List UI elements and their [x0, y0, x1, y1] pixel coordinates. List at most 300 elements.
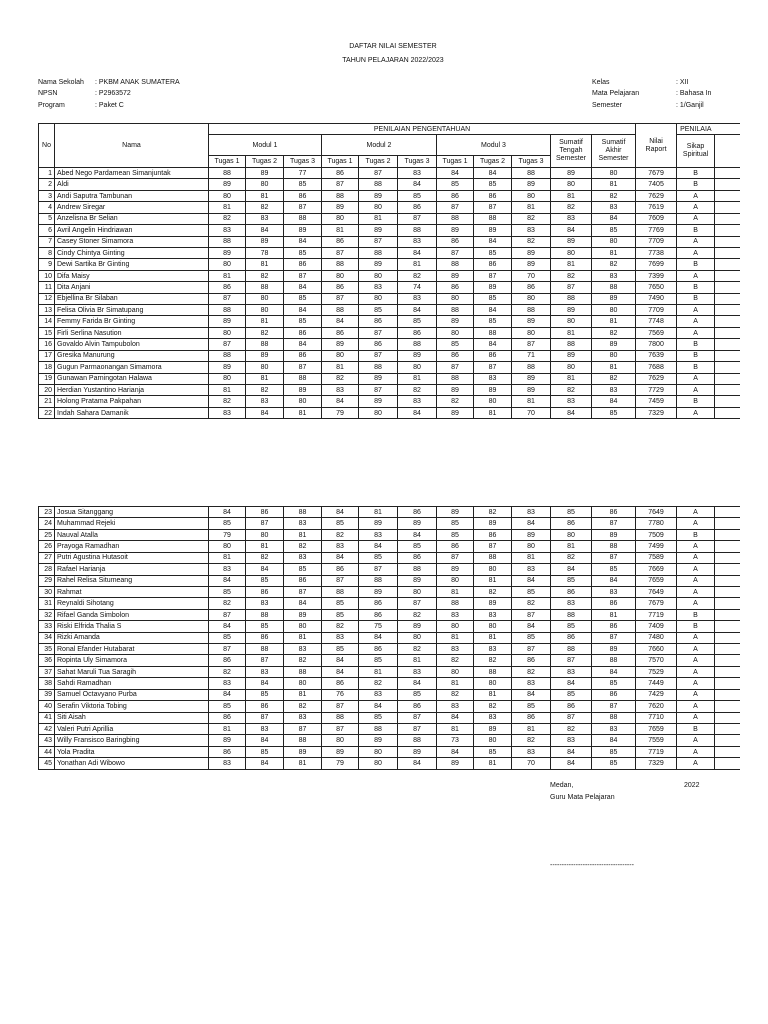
score-modul-3-tugas-2: 80	[474, 396, 512, 407]
score-modul-2-tugas-3: 82	[398, 609, 437, 620]
score-modul-3-tugas-1: 84	[437, 712, 474, 723]
student-name: Andi Saputra Tambunan	[55, 190, 209, 201]
row-number: 10	[39, 270, 55, 281]
student-name: Abed Nego Pardamean Simanjuntak	[55, 168, 209, 179]
row-number: 22	[39, 407, 55, 418]
sikap-spiritual: A	[677, 735, 715, 746]
row-number: 31	[39, 598, 55, 609]
score-modul-3-tugas-2: 81	[474, 758, 512, 769]
score-modul-2-tugas-1: 87	[322, 179, 359, 190]
score-modul-2-tugas-1: 87	[322, 701, 359, 712]
student-name: Willy Fransisco Baringbing	[55, 735, 209, 746]
nilai-raport: 7629	[636, 373, 677, 384]
sikap-spiritual: A	[677, 518, 715, 529]
nilai-raport: 7429	[636, 689, 677, 700]
score-modul-3-tugas-2: 88	[474, 327, 512, 338]
score-modul-3-tugas-3: 87	[512, 609, 551, 620]
score-modul-2-tugas-1: 80	[322, 213, 359, 224]
score-modul-1-tugas-3: 89	[284, 225, 322, 236]
table-row	[39, 689, 741, 700]
score-modul-3-tugas-1: 82	[437, 396, 474, 407]
nilai-raport: 7499	[636, 541, 677, 552]
score-modul-3-tugas-1: 89	[437, 564, 474, 575]
sikap-spiritual: A	[677, 758, 715, 769]
score-modul-3-tugas-3: 89	[512, 373, 551, 384]
score-modul-1-tugas-3: 81	[284, 407, 322, 418]
student-name: Ropinta Uly Simamora	[55, 655, 209, 666]
student-name: Aldi	[55, 179, 209, 190]
nilai-raport: 7569	[636, 327, 677, 338]
score-sumatif-tengah-semester: 88	[551, 339, 592, 350]
score-sumatif-akhir-semester: 82	[592, 327, 636, 338]
score-modul-1-tugas-1: 84	[209, 575, 246, 586]
score-modul-3-tugas-1: 89	[437, 316, 474, 327]
student-name: Prayoga Ramadhan	[55, 541, 209, 552]
row-number: 17	[39, 350, 55, 361]
score-modul-2-tugas-3: 82	[398, 644, 437, 655]
cut-off-cell	[715, 712, 741, 723]
row-number: 44	[39, 746, 55, 757]
score-modul-2-tugas-3: 86	[398, 202, 437, 213]
cut-off-cell	[715, 701, 741, 712]
score-modul-3-tugas-1: 88	[437, 373, 474, 384]
score-modul-3-tugas-1: 80	[437, 575, 474, 586]
score-modul-3-tugas-2: 88	[474, 552, 512, 563]
score-modul-2-tugas-3: 86	[398, 507, 437, 518]
score-modul-2-tugas-1: 84	[322, 316, 359, 327]
score-modul-1-tugas-2: 84	[246, 678, 284, 689]
nilai-raport: 7710	[636, 712, 677, 723]
table-row	[39, 385, 741, 396]
sikap-spiritual: A	[677, 407, 715, 418]
score-modul-2-tugas-2: 80	[359, 758, 398, 769]
row-number: 27	[39, 552, 55, 563]
student-name: Nauval Atalla	[55, 529, 209, 540]
sikap-spiritual: A	[677, 655, 715, 666]
table-row	[39, 541, 741, 552]
sikap-spiritual: A	[677, 213, 715, 224]
score-modul-2-tugas-1: 84	[322, 552, 359, 563]
cut-off-cell	[715, 758, 741, 769]
score-modul-2-tugas-1: 84	[322, 655, 359, 666]
table-row	[39, 179, 741, 190]
score-modul-2-tugas-3: 81	[398, 655, 437, 666]
row-number: 7	[39, 236, 55, 247]
nilai-raport: 7459	[636, 396, 677, 407]
score-modul-2-tugas-1: 79	[322, 758, 359, 769]
score-sumatif-akhir-semester: 82	[592, 259, 636, 270]
score-modul-1-tugas-1: 82	[209, 666, 246, 677]
score-modul-1-tugas-1: 85	[209, 701, 246, 712]
score-sumatif-akhir-semester: 85	[592, 564, 636, 575]
sikap-spiritual: B	[677, 609, 715, 620]
score-modul-3-tugas-2: 83	[474, 609, 512, 620]
score-modul-3-tugas-3: 81	[512, 202, 551, 213]
cut-off-cell	[715, 735, 741, 746]
score-modul-3-tugas-3: 81	[512, 552, 551, 563]
nilai-raport: 7329	[636, 758, 677, 769]
row-number: 33	[39, 621, 55, 632]
table-row	[39, 202, 741, 213]
student-name: Femmy Farida Br Ginting	[55, 316, 209, 327]
sikap-spiritual: A	[677, 746, 715, 757]
table-row	[39, 396, 741, 407]
cut-off-cell	[715, 678, 741, 689]
score-modul-3-tugas-1: 86	[437, 541, 474, 552]
score-modul-3-tugas-3: 70	[512, 270, 551, 281]
sikap-spiritual: A	[677, 373, 715, 384]
score-modul-3-tugas-2: 82	[474, 586, 512, 597]
sikap-spiritual: A	[677, 305, 715, 316]
score-modul-1-tugas-2: 80	[246, 529, 284, 540]
header-modul-1-tugas-2: Tugas 2	[246, 156, 284, 168]
score-modul-1-tugas-2: 86	[246, 586, 284, 597]
nilai-raport: 7329	[636, 407, 677, 418]
score-modul-2-tugas-2: 81	[359, 666, 398, 677]
signature-line: ------------------------------------	[550, 862, 634, 869]
header-cut-off-column	[715, 135, 740, 168]
score-modul-2-tugas-2: 87	[359, 168, 398, 179]
score-modul-1-tugas-2: 89	[246, 168, 284, 179]
table-row	[39, 305, 741, 316]
score-modul-2-tugas-1: 84	[322, 396, 359, 407]
info-label-program: Program	[38, 102, 65, 109]
info-value-kelas: : XII	[676, 79, 689, 86]
header-modul-3-tugas-2: Tugas 2	[474, 156, 512, 168]
score-modul-1-tugas-2: 82	[246, 552, 284, 563]
score-modul-3-tugas-2: 87	[474, 362, 512, 373]
row-number: 21	[39, 396, 55, 407]
score-modul-2-tugas-3: 89	[398, 575, 437, 586]
nilai-raport: 7639	[636, 350, 677, 361]
nilai-raport: 7609	[636, 213, 677, 224]
row-number: 42	[39, 724, 55, 735]
nilai-raport: 7570	[636, 655, 677, 666]
sikap-spiritual: B	[677, 225, 715, 236]
score-modul-2-tugas-3: 80	[398, 362, 437, 373]
score-modul-3-tugas-2: 89	[474, 518, 512, 529]
table-row	[39, 293, 741, 304]
sikap-spiritual: A	[677, 598, 715, 609]
score-modul-1-tugas-3: 84	[284, 339, 322, 350]
score-modul-2-tugas-1: 88	[322, 712, 359, 723]
score-modul-1-tugas-1: 88	[209, 168, 246, 179]
score-sumatif-tengah-semester: 83	[551, 666, 592, 677]
score-modul-3-tugas-1: 83	[437, 644, 474, 655]
score-modul-3-tugas-1: 85	[437, 339, 474, 350]
score-modul-1-tugas-2: 89	[246, 350, 284, 361]
score-modul-1-tugas-3: 85	[284, 564, 322, 575]
score-sumatif-akhir-semester: 85	[592, 225, 636, 236]
score-modul-1-tugas-2: 86	[246, 701, 284, 712]
score-modul-3-tugas-3: 82	[512, 666, 551, 677]
score-modul-1-tugas-3: 80	[284, 396, 322, 407]
score-modul-1-tugas-3: 88	[284, 507, 322, 518]
score-modul-1-tugas-2: 88	[246, 282, 284, 293]
score-modul-3-tugas-2: 83	[474, 644, 512, 655]
cut-off-cell	[715, 655, 741, 666]
row-number: 15	[39, 327, 55, 338]
score-modul-1-tugas-3: 80	[284, 678, 322, 689]
table-row	[39, 327, 741, 338]
score-sumatif-akhir-semester: 81	[592, 362, 636, 373]
score-modul-2-tugas-2: 89	[359, 586, 398, 597]
cut-off-cell	[715, 270, 740, 281]
score-sumatif-akhir-semester: 88	[592, 282, 636, 293]
score-modul-3-tugas-3: 84	[512, 621, 551, 632]
student-name: Ronal Efander Hutabarat	[55, 644, 209, 655]
document-title: DAFTAR NILAI SEMESTER	[349, 43, 437, 50]
score-modul-2-tugas-3: 84	[398, 407, 437, 418]
sikap-spiritual: B	[677, 282, 715, 293]
score-modul-3-tugas-1: 80	[437, 666, 474, 677]
score-modul-1-tugas-3: 86	[284, 327, 322, 338]
nilai-raport: 7650	[636, 282, 677, 293]
table-body-part-1	[39, 168, 741, 419]
student-name: Andrew Siregar	[55, 202, 209, 213]
score-modul-2-tugas-2: 80	[359, 746, 398, 757]
header-nilai-raport: Nilai Raport	[636, 124, 677, 168]
nilai-raport: 7688	[636, 362, 677, 373]
table-row	[39, 362, 741, 373]
score-modul-2-tugas-2: 88	[359, 724, 398, 735]
row-number: 34	[39, 632, 55, 643]
table-row	[39, 339, 741, 350]
cut-off-cell	[715, 362, 740, 373]
header-sumatif-tengah-semester: Sumatif Tengah Semester	[551, 135, 592, 168]
score-modul-3-tugas-1: 85	[437, 518, 474, 529]
score-modul-2-tugas-2: 80	[359, 407, 398, 418]
score-modul-1-tugas-1: 87	[209, 609, 246, 620]
score-modul-1-tugas-1: 89	[209, 247, 246, 258]
nilai-raport: 7669	[636, 564, 677, 575]
score-modul-2-tugas-3: 84	[398, 179, 437, 190]
score-sumatif-tengah-semester: 80	[551, 316, 592, 327]
student-name: Josua Sitanggang	[55, 507, 209, 518]
score-modul-2-tugas-1: 84	[322, 507, 359, 518]
score-modul-3-tugas-3: 81	[512, 396, 551, 407]
score-sumatif-tengah-semester: 80	[551, 362, 592, 373]
student-name: Riski Elfrida Thalia S	[55, 621, 209, 632]
score-sumatif-tengah-semester: 81	[551, 373, 592, 384]
score-modul-2-tugas-2: 87	[359, 236, 398, 247]
table-row	[39, 247, 741, 258]
score-modul-1-tugas-2: 84	[246, 564, 284, 575]
score-modul-2-tugas-2: 84	[359, 632, 398, 643]
cut-off-cell	[715, 644, 741, 655]
sikap-spiritual: A	[677, 270, 715, 281]
score-modul-2-tugas-3: 74	[398, 282, 437, 293]
score-modul-3-tugas-2: 84	[474, 236, 512, 247]
header-sikap-spiritual: Sikap Spiritual	[677, 135, 715, 168]
score-modul-2-tugas-1: 81	[322, 362, 359, 373]
sikap-spiritual: B	[677, 724, 715, 735]
score-modul-2-tugas-3: 88	[398, 735, 437, 746]
score-modul-3-tugas-2: 85	[474, 746, 512, 757]
row-number: 18	[39, 362, 55, 373]
sikap-spiritual: A	[677, 247, 715, 258]
score-sumatif-tengah-semester: 80	[551, 179, 592, 190]
score-modul-2-tugas-3: 85	[398, 316, 437, 327]
row-number: 19	[39, 373, 55, 384]
score-modul-3-tugas-2: 80	[474, 678, 512, 689]
score-modul-1-tugas-2: 88	[246, 339, 284, 350]
score-modul-2-tugas-3: 87	[398, 712, 437, 723]
table-row	[39, 598, 741, 609]
cut-off-cell	[715, 407, 740, 418]
cut-off-cell	[715, 586, 741, 597]
score-modul-1-tugas-1: 88	[209, 236, 246, 247]
row-number: 14	[39, 316, 55, 327]
nilai-raport: 7659	[636, 575, 677, 586]
score-modul-2-tugas-3: 80	[398, 586, 437, 597]
score-modul-2-tugas-3: 83	[398, 396, 437, 407]
sikap-spiritual: A	[677, 689, 715, 700]
score-modul-1-tugas-2: 82	[246, 202, 284, 213]
document-subtitle: TAHUN PELAJARAN 2022/2023	[342, 57, 444, 64]
score-modul-2-tugas-3: 86	[398, 701, 437, 712]
score-modul-3-tugas-2: 81	[474, 575, 512, 586]
row-number: 2	[39, 179, 55, 190]
score-modul-1-tugas-3: 86	[284, 350, 322, 361]
score-modul-2-tugas-3: 88	[398, 339, 437, 350]
score-modul-2-tugas-1: 88	[322, 190, 359, 201]
cut-off-cell	[715, 746, 741, 757]
score-modul-1-tugas-2: 87	[246, 518, 284, 529]
score-modul-1-tugas-1: 85	[209, 632, 246, 643]
score-modul-1-tugas-2: 81	[246, 190, 284, 201]
score-modul-1-tugas-1: 82	[209, 213, 246, 224]
nilai-raport: 7709	[636, 305, 677, 316]
student-name: Gresika Manurung	[55, 350, 209, 361]
table-row	[39, 712, 741, 723]
cut-off-cell	[715, 632, 741, 643]
sikap-spiritual: B	[677, 168, 715, 179]
score-modul-2-tugas-3: 89	[398, 746, 437, 757]
student-name: Yonathan Adi Wibowo	[55, 758, 209, 769]
cut-off-cell	[715, 598, 741, 609]
score-modul-1-tugas-1: 89	[209, 316, 246, 327]
score-modul-1-tugas-2: 83	[246, 724, 284, 735]
score-modul-2-tugas-2: 89	[359, 518, 398, 529]
score-sumatif-tengah-semester: 87	[551, 282, 592, 293]
score-sumatif-akhir-semester: 84	[592, 213, 636, 224]
score-modul-2-tugas-2: 81	[359, 507, 398, 518]
score-modul-3-tugas-3: 83	[512, 564, 551, 575]
score-modul-1-tugas-1: 89	[209, 362, 246, 373]
score-modul-2-tugas-2: 82	[359, 678, 398, 689]
header-modul-3-tugas-3: Tugas 3	[512, 156, 551, 168]
score-modul-2-tugas-3: 80	[398, 632, 437, 643]
header-modul-2-tugas-2: Tugas 2	[359, 156, 398, 168]
score-modul-1-tugas-2: 83	[246, 396, 284, 407]
student-name: Yola Pradita	[55, 746, 209, 757]
row-number: 9	[39, 259, 55, 270]
cut-off-cell	[715, 339, 740, 350]
student-name: Rifael Ganda Simbolon	[55, 609, 209, 620]
score-modul-3-tugas-2: 88	[474, 213, 512, 224]
score-modul-3-tugas-2: 86	[474, 259, 512, 270]
row-number: 25	[39, 529, 55, 540]
sikap-spiritual: A	[677, 541, 715, 552]
score-modul-1-tugas-3: 85	[284, 293, 322, 304]
info-value-program: : Paket C	[95, 102, 124, 109]
score-sumatif-akhir-semester: 84	[592, 666, 636, 677]
student-name: Dewi Sartika Br Ginting	[55, 259, 209, 270]
score-modul-1-tugas-1: 83	[209, 758, 246, 769]
score-modul-3-tugas-1: 84	[437, 168, 474, 179]
table-row	[39, 644, 741, 655]
nilai-raport: 7490	[636, 293, 677, 304]
score-sumatif-akhir-semester: 81	[592, 609, 636, 620]
score-modul-3-tugas-1: 80	[437, 621, 474, 632]
score-modul-3-tugas-3: 71	[512, 350, 551, 361]
score-modul-2-tugas-3: 84	[398, 529, 437, 540]
cut-off-cell	[715, 724, 741, 735]
score-modul-1-tugas-1: 80	[209, 541, 246, 552]
header-modul-3: Modul 3	[437, 135, 551, 156]
score-sumatif-tengah-semester: 83	[551, 598, 592, 609]
score-modul-1-tugas-3: 84	[284, 598, 322, 609]
row-number: 39	[39, 689, 55, 700]
score-modul-1-tugas-3: 89	[284, 385, 322, 396]
row-number: 13	[39, 305, 55, 316]
row-number: 4	[39, 202, 55, 213]
table-row	[39, 701, 741, 712]
header-modul-2-tugas-1: Tugas 1	[322, 156, 359, 168]
cut-off-cell	[715, 202, 740, 213]
score-modul-3-tugas-2: 86	[474, 529, 512, 540]
score-sumatif-akhir-semester: 87	[592, 701, 636, 712]
score-modul-1-tugas-3: 89	[284, 609, 322, 620]
score-modul-2-tugas-1: 86	[322, 168, 359, 179]
cut-off-cell	[715, 236, 740, 247]
student-name: Gunawan Parningotan Halawa	[55, 373, 209, 384]
table-row	[39, 678, 741, 689]
table-row	[39, 350, 741, 361]
score-modul-3-tugas-2: 85	[474, 247, 512, 258]
score-modul-1-tugas-3: 85	[284, 316, 322, 327]
score-sumatif-tengah-semester: 83	[551, 735, 592, 746]
score-modul-1-tugas-3: 84	[284, 236, 322, 247]
nilai-raport: 7629	[636, 190, 677, 201]
score-sumatif-tengah-semester: 89	[551, 236, 592, 247]
score-sumatif-akhir-semester: 80	[592, 168, 636, 179]
student-name: Govaldo Alvin Tampubolon	[55, 339, 209, 350]
score-modul-2-tugas-3: 84	[398, 305, 437, 316]
score-modul-2-tugas-2: 87	[359, 564, 398, 575]
score-modul-1-tugas-2: 85	[246, 575, 284, 586]
score-modul-2-tugas-3: 85	[398, 190, 437, 201]
score-modul-3-tugas-1: 86	[437, 350, 474, 361]
score-sumatif-akhir-semester: 83	[592, 385, 636, 396]
info-label-nama-sekolah: Nama Sekolah	[38, 79, 84, 86]
score-sumatif-akhir-semester: 80	[592, 236, 636, 247]
score-modul-1-tugas-2: 78	[246, 247, 284, 258]
score-modul-3-tugas-3: 87	[512, 644, 551, 655]
score-modul-1-tugas-2: 83	[246, 213, 284, 224]
score-modul-1-tugas-1: 84	[209, 621, 246, 632]
score-modul-2-tugas-1: 76	[322, 689, 359, 700]
score-modul-3-tugas-1: 81	[437, 678, 474, 689]
row-number: 3	[39, 190, 55, 201]
score-modul-2-tugas-2: 86	[359, 598, 398, 609]
score-modul-2-tugas-1: 87	[322, 724, 359, 735]
score-modul-3-tugas-3: 89	[512, 529, 551, 540]
cut-off-cell	[715, 529, 741, 540]
row-number: 12	[39, 293, 55, 304]
cut-off-cell	[715, 507, 741, 518]
